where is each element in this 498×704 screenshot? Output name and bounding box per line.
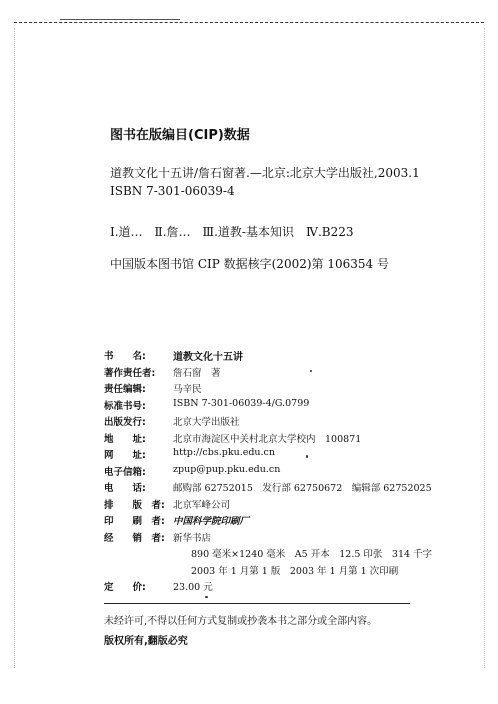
top-decorative-rule — [60, 19, 180, 20]
detail-label: 出版发行: — [104, 417, 146, 428]
detail-value: 23.00 元 — [173, 582, 213, 593]
detail-label: 电子信箱: — [104, 466, 146, 478]
publication-details — [104, 348, 444, 596]
detail-value: zpup@pup.pku.edu.cn — [173, 463, 281, 475]
detail-row-email — [104, 464, 444, 481]
detail-row-editor — [104, 381, 444, 398]
detail-label: 印 刷 者: — [104, 516, 165, 527]
detail-value: 中国科学院印刷厂 — [173, 516, 250, 527]
detail-label: 标准书号: — [104, 400, 146, 412]
detail-label: 著作责任者: — [104, 367, 156, 379]
right-margin-rule — [484, 28, 485, 668]
cip-heading: 图书在版编目(CIP)数据 — [110, 128, 250, 143]
cip-classification-line: Ⅰ.道… Ⅱ.詹… Ⅲ.道教-基本知识 Ⅳ.B223 — [110, 225, 354, 239]
detail-label: 电 话: — [104, 483, 146, 494]
detail-row-author — [104, 365, 444, 382]
detail-row-address — [104, 431, 444, 448]
detail-row-format — [104, 546, 444, 563]
detail-value: 詹石窗 著 — [173, 367, 221, 379]
detail-label: 经 销 者: — [104, 532, 165, 544]
detail-label: 责任编辑: — [104, 384, 146, 395]
detail-row-typesetter — [104, 497, 444, 514]
detail-value: 北京市海淀区中关村北京大学校内 100871 — [173, 433, 362, 445]
detail-label: 定 价: — [104, 582, 146, 593]
cip-title-line: 道教文化十五讲/詹石窗著.—北京:北京大学出版社,2003.1 — [110, 166, 420, 180]
cip-record-number-line: 中国版本图书馆 CIP 数据核字(2002)第 106354 号 — [110, 257, 389, 271]
detail-value: 新华书店 — [173, 532, 212, 544]
detail-value: 890 毫米×1240 毫米 A5 开本 12.5 印张 314 千字 — [191, 549, 433, 560]
detail-row-edition — [104, 563, 444, 580]
detail-label: 排 版 者: — [104, 499, 165, 511]
detail-row-printer — [104, 513, 444, 530]
detail-row-price — [104, 579, 444, 596]
rights-reserved-notice: 版权所有,翻版必究 — [104, 636, 188, 647]
detail-row-title — [104, 348, 444, 365]
detail-row-phone — [104, 480, 444, 497]
detail-value: ISBN 7-301-06039-4/G.0799 — [173, 397, 310, 409]
detail-row-website — [104, 447, 444, 464]
detail-value: 2003 年 1 月第 1 版 2003 年 1 月第 1 次印刷 — [191, 565, 399, 577]
scan-speck — [310, 370, 312, 372]
left-margin-rule — [14, 28, 15, 668]
top-border-rule — [14, 22, 484, 23]
cip-isbn-line: ISBN 7-301-06039-4 — [110, 184, 235, 198]
detail-label: 网 址: — [104, 450, 146, 461]
detail-value: 北京军峰公司 — [173, 499, 231, 511]
detail-row-isbn — [104, 398, 444, 415]
detail-value: 马辛民 — [173, 384, 202, 395]
detail-label: 书 名: — [104, 351, 146, 362]
scan-speck — [205, 596, 208, 598]
detail-label: 地 址: — [104, 433, 146, 445]
copyright-divider — [104, 603, 410, 604]
detail-value: 道教文化十五讲 — [173, 352, 243, 363]
detail-row-publisher — [104, 414, 444, 431]
detail-value: 北京大学出版社 — [173, 417, 240, 428]
detail-value: http://cbs.pku.edu.cn — [173, 447, 275, 458]
detail-row-distributor — [104, 530, 444, 547]
detail-value: 邮购部 62752015 发行部 62750672 编辑部 62752025 — [173, 483, 432, 494]
scan-speck — [306, 455, 308, 458]
copyright-notice: 未经许可,不得以任何方式复制或抄袭本书之部分或全部内容。 — [104, 616, 378, 627]
